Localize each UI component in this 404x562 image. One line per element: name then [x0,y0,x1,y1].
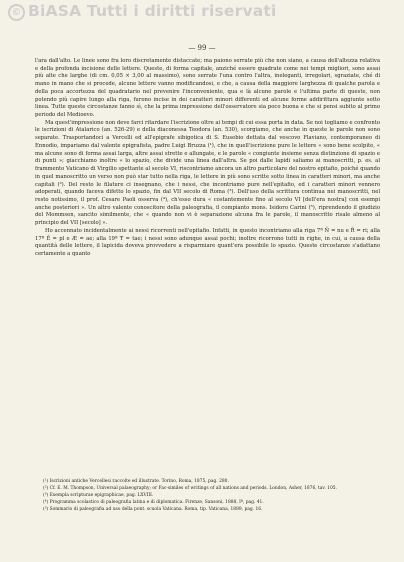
footnote: (²) Cf. E. M. Thompson, Universal palaeography; or Fac-similes of writings of all nations and periods. London, Asher, 1876, tav. 105. [43,485,337,491]
footnote: (¹) Iscrizioni antiche Vercellesi raccolte ed illustrate. Torino, Roma, 1875, pag. 280. [43,479,229,484]
footnote: (⁴) Programma scolastico di paleografia latina e di diplomatica. Firenze, Sansoni, 1888, Iº, pag. 41. [43,499,264,505]
footnotes [35,479,380,514]
paragraph: Ho accennato incidentalmente ai nessi ricorrenti nell'epitafio. Infatti, in questo incontriamo alla riga 7ª Ñ = nu e Ř = ri; alla 17ª Ě = pl e Æ = ae; alla 19ª Ŧ = tae; i nessi sono adunque assai pochi; inoltre ricorrono tutti in righe, in cui, a causa della quantità delle lettere, il lapicida doveva provvedere a risparmiare quant'era possibile lo spazio. Queste circostanze s'adattano certamente a quanto [35,227,380,257]
paragraph: Ma quest'impressione non deve farci ritardare l'iscrizione oltre ai tempi di cui essa porta in data. Se noi togliamo e confronto le iscrizioni di Atalarico (an. 526-29) e della diaconessa Teodora (an. 530), scorgiamo, che anche in queste le parole non sono separate. Trasportandoci a Vercelli ed all'epigrafe sibigotica di S. Eusebio dettata dal vescovo Flaviano, contemporaneo di Ennodio, impariamo dal valente epigrafista, padre Luigi Bruzza (¹), che in quell'iscrizione pure le lettere « sono bene scolpite, « ma alcune sono di forma assai larga, altre assai strette e allungate, e le parole « congiunte insieme senza distinzione di spazio e di punti »; giacchiamo inoltre « lo spazio, che divide una linea dall'altra. Se poi dalle lapidi saliamo ai manoscritti, p. es. al frammento Vaticano di Virgilio spettante al secolo VI, riscontriamo ancora un altro particolare del nostro epitafio, poiché quando in quel manoscritto un verso non può star tutto nella riga, le lettere in più sono scritte sotto linea in caratteri minori, ma anche capitali (²). Del resto le filature ci insegnano, che i nessi, che incontriamo pure nell'epitafio, ed i caratteri minori vennero adoperati, quando faceva difetto lo spazio, fin dal VII secolo di Roma (³). Dell'uso della scrittura continua nei manoscritti, nel resto notissimo, il prof. Cesare Paoli osserva (⁴), ch'esso dura « costantemente fino al secolo VI [dell'era nostra] con esempi anche posteriori ». Un altro valente conoscitore della paleografia, il compianto mons. Isidoro Carini (⁵), riprendendo il giudizio del Mommsen, sancito similmente, che « quando non vi è separazione alcuna fra le parole, il manoscritto risale almeno al principio del VII [secolo] ». [35,119,380,227]
footnote: (⁵) Sommario di paleografia ad uso della pont. scuola Vaticana. Roma, tip. Vaticana, 1889, pag. 16. [43,506,263,512]
watermark-text: BiASA Tutti i diritti riservati [28,2,277,20]
paragraph: l'ara dall'alto. Le linee sono fra loro discretamente distaccate; ma paiono serrate più che non siano, a causa dell'altezza relativa e della profonda incisione delle lettere. Queste, di forma capitale, anziché essere quadrate come nei tempi migliori, sono assai più alte che larghe (di cm. 0,05 × 3,00 al massimo), sono serrate l'una contro l'altra, ineleganti, irregolari, sgraziate, ché di mano in mano che si procede, alcune lettere vanno modificandosi, e che, a causa della maggiore larghezza di qualche parola e della poca accortezza del quadratario nel prevenire l'inconveniente, qua e là alcune parole e l'ultima parte di queste, non potendo più capire lungo alla riga, furono incise in dei caratteri minori differenti ed alcune forme addirittura aggiunte sotto linea. Tutte queste circostanze fanno sì, che la prima impressione dell'osservatore sia poco buona e che si pensi subito al primo periodo del Medioevo. [35,58,380,119]
watermark [8,2,277,21]
footnote: (³) Exempla scripturae epigraphicae, pag. LXVIII. [43,492,154,498]
copyright-seal-icon: © [8,4,25,21]
body-text [35,58,380,259]
page-number: — 99 — [188,44,216,52]
